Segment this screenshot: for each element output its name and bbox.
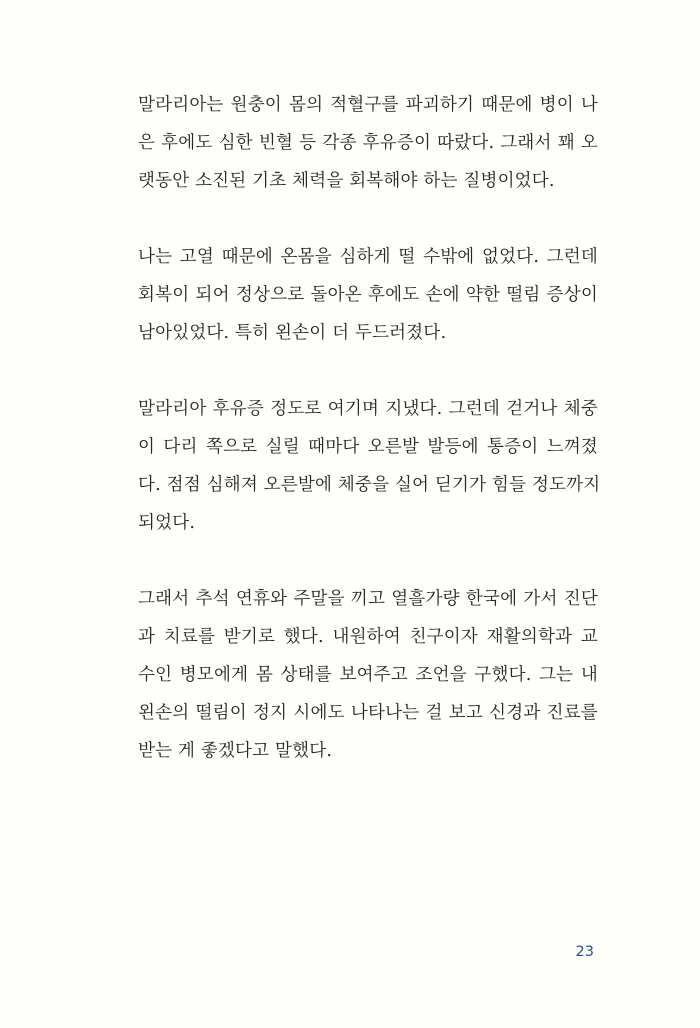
page-number: 23 <box>575 944 594 960</box>
text-line: 되었다. <box>138 513 196 533</box>
text-line: 남아있었다. 특히 왼손이 더 두드러졌다. <box>138 323 447 343</box>
text-line: 말라리아 후유증 정도로 여기며 지냈다. 그런데 걷거나 체중 <box>138 399 598 419</box>
text-line: 랫동안 소진된 기초 체력을 회복해야 하는 질병이었다. <box>138 171 555 191</box>
text-line: 은 후에도 심한 빈혈 등 각종 후유증이 따랐다. 그래서 꽤 오 <box>138 133 598 153</box>
paragraph-3 <box>138 390 601 542</box>
text-line: 과 치료를 받기로 했다. 내원하여 친구이자 재활의학과 교 <box>138 627 598 647</box>
text-line: 회복이 되어 정상으로 돌아온 후에도 손에 약한 떨림 증상이 <box>138 285 598 305</box>
text-line: 수인 병모에게 몸 상태를 보여주고 조언을 구했다. 그는 내 <box>138 665 598 685</box>
paragraph-1 <box>138 86 598 200</box>
paragraph-4 <box>138 580 598 770</box>
paragraph-2 <box>138 238 598 352</box>
text-line: 받는 게 좋겠다고 말했다. <box>138 741 333 761</box>
text-line: 왼손의 떨림이 정지 시에도 나타나는 걸 보고 신경과 진료를 <box>138 703 598 723</box>
text-line: 말라리아는 원충이 몸의 적혈구를 파괴하기 때문에 병이 나 <box>138 95 598 115</box>
text-line: 다. 점점 심해져 오른발에 체중을 실어 딛기가 힘들 정도까지 <box>138 475 601 495</box>
text-line: 그래서 추석 연휴와 주말을 끼고 열흘가량 한국에 가서 진단 <box>138 589 598 609</box>
text-line: 나는 고열 때문에 온몸을 심하게 떨 수밖에 없었다. 그런데 <box>138 247 598 267</box>
text-line: 이 다리 쪽으로 실릴 때마다 오른발 발등에 통증이 느껴졌 <box>138 437 598 457</box>
